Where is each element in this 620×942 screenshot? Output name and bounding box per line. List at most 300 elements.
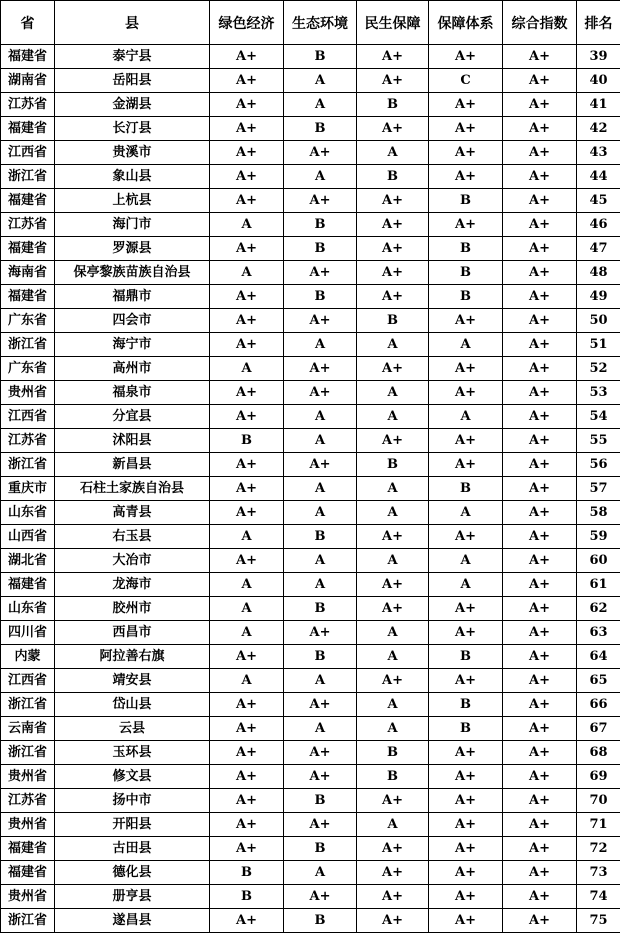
green-economy-cell: B [210, 429, 284, 453]
green-economy-cell: A+ [210, 117, 284, 141]
green-economy-cell: A+ [210, 69, 284, 93]
col-county-header: 县 [55, 1, 210, 45]
table-row [1, 189, 620, 213]
county-cell: 海门市 [55, 213, 210, 237]
green-economy-cell: A+ [210, 645, 284, 669]
support-system-cell: A+ [429, 165, 503, 189]
livelihood-cell: A+ [357, 525, 429, 549]
rank-cell: 66 [577, 693, 620, 717]
rank-cell: 43 [577, 141, 620, 165]
table-row [1, 501, 620, 525]
rank-cell: 65 [577, 669, 620, 693]
livelihood-cell: A+ [357, 189, 429, 213]
county-cell: 玉环县 [55, 741, 210, 765]
county-cell: 胶州市 [55, 597, 210, 621]
composite-index-cell: A+ [503, 789, 577, 813]
support-system-cell: B [429, 261, 503, 285]
rank-cell: 50 [577, 309, 620, 333]
province-cell: 贵州省 [1, 381, 55, 405]
composite-index-cell: A+ [503, 381, 577, 405]
ecology-cell: A+ [284, 765, 357, 789]
support-system-cell: B [429, 645, 503, 669]
rank-cell: 59 [577, 525, 620, 549]
county-cell: 海宁市 [55, 333, 210, 357]
composite-index-cell: A+ [503, 93, 577, 117]
composite-index-cell: A+ [503, 477, 577, 501]
table-row [1, 237, 620, 261]
green-economy-cell: A [210, 525, 284, 549]
province-cell: 浙江省 [1, 741, 55, 765]
livelihood-cell: A+ [357, 285, 429, 309]
ecology-cell: A [284, 501, 357, 525]
composite-index-cell: A+ [503, 717, 577, 741]
table-row [1, 141, 620, 165]
green-economy-cell: A+ [210, 381, 284, 405]
composite-index-cell: A+ [503, 45, 577, 69]
livelihood-cell: A+ [357, 789, 429, 813]
rank-cell: 44 [577, 165, 620, 189]
composite-index-cell: A+ [503, 909, 577, 933]
province-cell: 江苏省 [1, 213, 55, 237]
province-cell: 海南省 [1, 261, 55, 285]
county-cell: 高青县 [55, 501, 210, 525]
composite-index-cell: A+ [503, 141, 577, 165]
table-row [1, 909, 620, 933]
support-system-cell: A+ [429, 741, 503, 765]
livelihood-cell: A+ [357, 261, 429, 285]
county-cell: 开阳县 [55, 813, 210, 837]
ecology-cell: A+ [284, 261, 357, 285]
ecology-cell: A [284, 717, 357, 741]
support-system-cell: A+ [429, 789, 503, 813]
composite-index-cell: A+ [503, 237, 577, 261]
table-row [1, 357, 620, 381]
ecology-cell: A [284, 165, 357, 189]
green-economy-cell: A+ [210, 165, 284, 189]
ecology-cell: B [284, 837, 357, 861]
province-cell: 广东省 [1, 309, 55, 333]
county-cell: 岱山县 [55, 693, 210, 717]
livelihood-cell: A+ [357, 45, 429, 69]
province-cell: 湖北省 [1, 549, 55, 573]
ecology-cell: B [284, 285, 357, 309]
livelihood-cell: B [357, 93, 429, 117]
county-cell: 德化县 [55, 861, 210, 885]
province-cell: 江苏省 [1, 93, 55, 117]
table-row [1, 741, 620, 765]
table-row [1, 717, 620, 741]
green-economy-cell: A+ [210, 741, 284, 765]
livelihood-cell: B [357, 741, 429, 765]
table-row [1, 789, 620, 813]
county-cell: 高州市 [55, 357, 210, 381]
composite-index-cell: A+ [503, 501, 577, 525]
support-system-cell: A+ [429, 381, 503, 405]
table-row [1, 309, 620, 333]
county-cell: 长汀县 [55, 117, 210, 141]
province-cell: 福建省 [1, 45, 55, 69]
composite-index-cell: A+ [503, 453, 577, 477]
green-economy-cell: A+ [210, 813, 284, 837]
support-system-cell: A+ [429, 597, 503, 621]
ecology-cell: A [284, 477, 357, 501]
table-row [1, 165, 620, 189]
green-economy-cell: A+ [210, 189, 284, 213]
ecology-cell: A [284, 429, 357, 453]
livelihood-cell: A+ [357, 909, 429, 933]
rank-cell: 72 [577, 837, 620, 861]
support-system-cell: A+ [429, 525, 503, 549]
livelihood-cell: B [357, 309, 429, 333]
province-cell: 山东省 [1, 597, 55, 621]
composite-index-cell: A+ [503, 645, 577, 669]
table-row [1, 549, 620, 573]
province-cell: 福建省 [1, 117, 55, 141]
province-cell: 贵州省 [1, 765, 55, 789]
province-cell: 广东省 [1, 357, 55, 381]
green-economy-cell: A+ [210, 285, 284, 309]
county-cell: 象山县 [55, 165, 210, 189]
ecology-cell: A+ [284, 141, 357, 165]
rank-cell: 71 [577, 813, 620, 837]
rank-cell: 40 [577, 69, 620, 93]
support-system-cell: A [429, 405, 503, 429]
province-cell: 山东省 [1, 501, 55, 525]
col-composite-index-header: 综合指数 [503, 1, 577, 45]
ecology-cell: B [284, 117, 357, 141]
support-system-cell: A+ [429, 861, 503, 885]
support-system-cell: A+ [429, 621, 503, 645]
support-system-cell: B [429, 717, 503, 741]
table-row [1, 69, 620, 93]
ecology-cell: A [284, 93, 357, 117]
livelihood-cell: A [357, 549, 429, 573]
green-economy-cell: A+ [210, 837, 284, 861]
rank-cell: 51 [577, 333, 620, 357]
table-row [1, 45, 620, 69]
table-row [1, 837, 620, 861]
province-cell: 浙江省 [1, 165, 55, 189]
livelihood-cell: A [357, 813, 429, 837]
support-system-cell: A+ [429, 837, 503, 861]
province-cell: 贵州省 [1, 813, 55, 837]
county-cell: 四会市 [55, 309, 210, 333]
table-row [1, 429, 620, 453]
livelihood-cell: B [357, 453, 429, 477]
composite-index-cell: A+ [503, 285, 577, 309]
province-cell: 江苏省 [1, 429, 55, 453]
county-cell: 罗源县 [55, 237, 210, 261]
ecology-cell: A [284, 573, 357, 597]
rank-cell: 74 [577, 885, 620, 909]
support-system-cell: A+ [429, 45, 503, 69]
province-cell: 浙江省 [1, 909, 55, 933]
livelihood-cell: A+ [357, 861, 429, 885]
county-cell: 阿拉善右旗 [55, 645, 210, 669]
table-row [1, 669, 620, 693]
rank-cell: 69 [577, 765, 620, 789]
rank-cell: 46 [577, 213, 620, 237]
province-cell: 湖南省 [1, 69, 55, 93]
rank-cell: 62 [577, 597, 620, 621]
support-system-cell: A+ [429, 309, 503, 333]
rank-cell: 67 [577, 717, 620, 741]
col-support-system-header: 保障体系 [429, 1, 503, 45]
province-cell: 福建省 [1, 285, 55, 309]
county-cell: 右玉县 [55, 525, 210, 549]
ecology-cell: A+ [284, 693, 357, 717]
table-row [1, 525, 620, 549]
green-economy-cell: A+ [210, 453, 284, 477]
livelihood-cell: A+ [357, 885, 429, 909]
rank-cell: 63 [577, 621, 620, 645]
support-system-cell: B [429, 237, 503, 261]
rank-cell: 47 [577, 237, 620, 261]
col-province-header: 省 [1, 1, 55, 45]
support-system-cell: A+ [429, 141, 503, 165]
table-row [1, 693, 620, 717]
province-cell: 浙江省 [1, 333, 55, 357]
green-economy-cell: A+ [210, 789, 284, 813]
rank-cell: 57 [577, 477, 620, 501]
county-cell: 修文县 [55, 765, 210, 789]
rank-cell: 53 [577, 381, 620, 405]
support-system-cell: A [429, 549, 503, 573]
composite-index-cell: A+ [503, 333, 577, 357]
support-system-cell: A+ [429, 669, 503, 693]
table-row [1, 885, 620, 909]
table-body [1, 45, 620, 933]
ecology-cell: B [284, 525, 357, 549]
composite-index-cell: A+ [503, 309, 577, 333]
rank-cell: 61 [577, 573, 620, 597]
composite-index-cell: A+ [503, 765, 577, 789]
county-cell: 福泉市 [55, 381, 210, 405]
green-economy-cell: A+ [210, 717, 284, 741]
table-row [1, 813, 620, 837]
support-system-cell: A+ [429, 213, 503, 237]
ecology-cell: B [284, 645, 357, 669]
livelihood-cell: A [357, 621, 429, 645]
green-economy-cell: A+ [210, 765, 284, 789]
col-green-economy-header: 绿色经济 [210, 1, 284, 45]
table-row [1, 765, 620, 789]
composite-index-cell: A+ [503, 621, 577, 645]
county-cell: 龙海市 [55, 573, 210, 597]
county-cell: 沭阳县 [55, 429, 210, 453]
support-system-cell: A+ [429, 909, 503, 933]
county-cell: 遂昌县 [55, 909, 210, 933]
table-row [1, 261, 620, 285]
ecology-cell: A+ [284, 621, 357, 645]
ecology-cell: A [284, 549, 357, 573]
green-economy-cell: A [210, 357, 284, 381]
composite-index-cell: A+ [503, 597, 577, 621]
livelihood-cell: A [357, 645, 429, 669]
ecology-cell: A+ [284, 357, 357, 381]
county-cell: 靖安县 [55, 669, 210, 693]
green-economy-cell: B [210, 861, 284, 885]
support-system-cell: A+ [429, 885, 503, 909]
composite-index-cell: A+ [503, 813, 577, 837]
support-system-cell: A+ [429, 453, 503, 477]
table-row [1, 573, 620, 597]
green-economy-cell: A+ [210, 549, 284, 573]
table-row [1, 405, 620, 429]
rank-cell: 45 [577, 189, 620, 213]
livelihood-cell: A+ [357, 669, 429, 693]
support-system-cell: B [429, 693, 503, 717]
header-row [1, 1, 620, 45]
county-cell: 金湖县 [55, 93, 210, 117]
province-cell: 云南省 [1, 717, 55, 741]
composite-index-cell: A+ [503, 525, 577, 549]
support-system-cell: A+ [429, 765, 503, 789]
rank-cell: 75 [577, 909, 620, 933]
composite-index-cell: A+ [503, 405, 577, 429]
county-cell: 西昌市 [55, 621, 210, 645]
support-system-cell: A [429, 501, 503, 525]
green-economy-cell: A+ [210, 141, 284, 165]
composite-index-cell: A+ [503, 549, 577, 573]
province-cell: 内蒙 [1, 645, 55, 669]
livelihood-cell: A+ [357, 213, 429, 237]
rank-cell: 56 [577, 453, 620, 477]
ecology-cell: A+ [284, 309, 357, 333]
livelihood-cell: B [357, 165, 429, 189]
green-economy-cell: A [210, 213, 284, 237]
county-cell: 上杭县 [55, 189, 210, 213]
green-economy-cell: A+ [210, 237, 284, 261]
county-cell: 保亭黎族苗族自治县 [55, 261, 210, 285]
province-cell: 重庆市 [1, 477, 55, 501]
green-economy-cell: A+ [210, 501, 284, 525]
livelihood-cell: A [357, 501, 429, 525]
table-row [1, 861, 620, 885]
county-cell: 福鼎市 [55, 285, 210, 309]
green-economy-cell: A+ [210, 693, 284, 717]
green-economy-cell: A+ [210, 909, 284, 933]
livelihood-cell: A+ [357, 837, 429, 861]
green-economy-cell: A+ [210, 405, 284, 429]
green-economy-cell: A [210, 261, 284, 285]
green-economy-cell: A [210, 669, 284, 693]
province-cell: 江西省 [1, 405, 55, 429]
rank-cell: 42 [577, 117, 620, 141]
composite-index-cell: A+ [503, 117, 577, 141]
ecology-cell: B [284, 213, 357, 237]
green-economy-cell: A [210, 573, 284, 597]
province-cell: 山西省 [1, 525, 55, 549]
rank-cell: 60 [577, 549, 620, 573]
green-economy-cell: A+ [210, 309, 284, 333]
rank-cell: 39 [577, 45, 620, 69]
table-row [1, 117, 620, 141]
province-cell: 江苏省 [1, 789, 55, 813]
county-cell: 云县 [55, 717, 210, 741]
rank-cell: 55 [577, 429, 620, 453]
county-cell: 古田县 [55, 837, 210, 861]
ecology-cell: A [284, 333, 357, 357]
composite-index-cell: A+ [503, 69, 577, 93]
province-cell: 福建省 [1, 237, 55, 261]
livelihood-cell: A [357, 693, 429, 717]
ecology-cell: B [284, 45, 357, 69]
green-economy-cell: A+ [210, 477, 284, 501]
col-ecology-header: 生态环境 [284, 1, 357, 45]
table-row [1, 645, 620, 669]
province-cell: 贵州省 [1, 885, 55, 909]
livelihood-cell: A+ [357, 573, 429, 597]
table-row [1, 477, 620, 501]
livelihood-cell: A [357, 333, 429, 357]
composite-index-cell: A+ [503, 837, 577, 861]
rank-cell: 52 [577, 357, 620, 381]
composite-index-cell: A+ [503, 213, 577, 237]
province-cell: 福建省 [1, 189, 55, 213]
county-cell: 扬中市 [55, 789, 210, 813]
green-economy-cell: A [210, 621, 284, 645]
rank-cell: 54 [577, 405, 620, 429]
support-system-cell: B [429, 477, 503, 501]
province-cell: 福建省 [1, 861, 55, 885]
col-livelihood-header: 民生保障 [357, 1, 429, 45]
province-cell: 浙江省 [1, 453, 55, 477]
composite-index-cell: A+ [503, 861, 577, 885]
rank-cell: 68 [577, 741, 620, 765]
rank-cell: 64 [577, 645, 620, 669]
ecology-cell: B [284, 237, 357, 261]
province-cell: 浙江省 [1, 693, 55, 717]
green-economy-cell: A+ [210, 93, 284, 117]
green-economy-cell: B [210, 885, 284, 909]
ecology-cell: A+ [284, 453, 357, 477]
rank-cell: 70 [577, 789, 620, 813]
support-system-cell: A+ [429, 813, 503, 837]
composite-index-cell: A+ [503, 669, 577, 693]
rank-cell: 41 [577, 93, 620, 117]
livelihood-cell: A+ [357, 237, 429, 261]
county-cell: 分宜县 [55, 405, 210, 429]
green-economy-cell: A+ [210, 333, 284, 357]
support-system-cell: A+ [429, 357, 503, 381]
table-row [1, 453, 620, 477]
county-cell: 新昌县 [55, 453, 210, 477]
ecology-cell: A [284, 861, 357, 885]
ecology-cell: A+ [284, 189, 357, 213]
composite-index-cell: A+ [503, 693, 577, 717]
ecology-cell: A [284, 405, 357, 429]
table-row [1, 93, 620, 117]
ecology-cell: B [284, 909, 357, 933]
livelihood-cell: A+ [357, 117, 429, 141]
livelihood-cell: A+ [357, 597, 429, 621]
composite-index-cell: A+ [503, 189, 577, 213]
livelihood-cell: A [357, 405, 429, 429]
support-system-cell: A [429, 573, 503, 597]
rank-cell: 73 [577, 861, 620, 885]
green-economy-cell: A [210, 597, 284, 621]
livelihood-cell: A+ [357, 429, 429, 453]
county-cell: 石柱土家族自治县 [55, 477, 210, 501]
livelihood-cell: A [357, 141, 429, 165]
livelihood-cell: A+ [357, 357, 429, 381]
col-rank-header: 排名 [577, 1, 620, 45]
rank-cell: 48 [577, 261, 620, 285]
table-row [1, 213, 620, 237]
ecology-cell: A+ [284, 885, 357, 909]
ecology-cell: A+ [284, 813, 357, 837]
